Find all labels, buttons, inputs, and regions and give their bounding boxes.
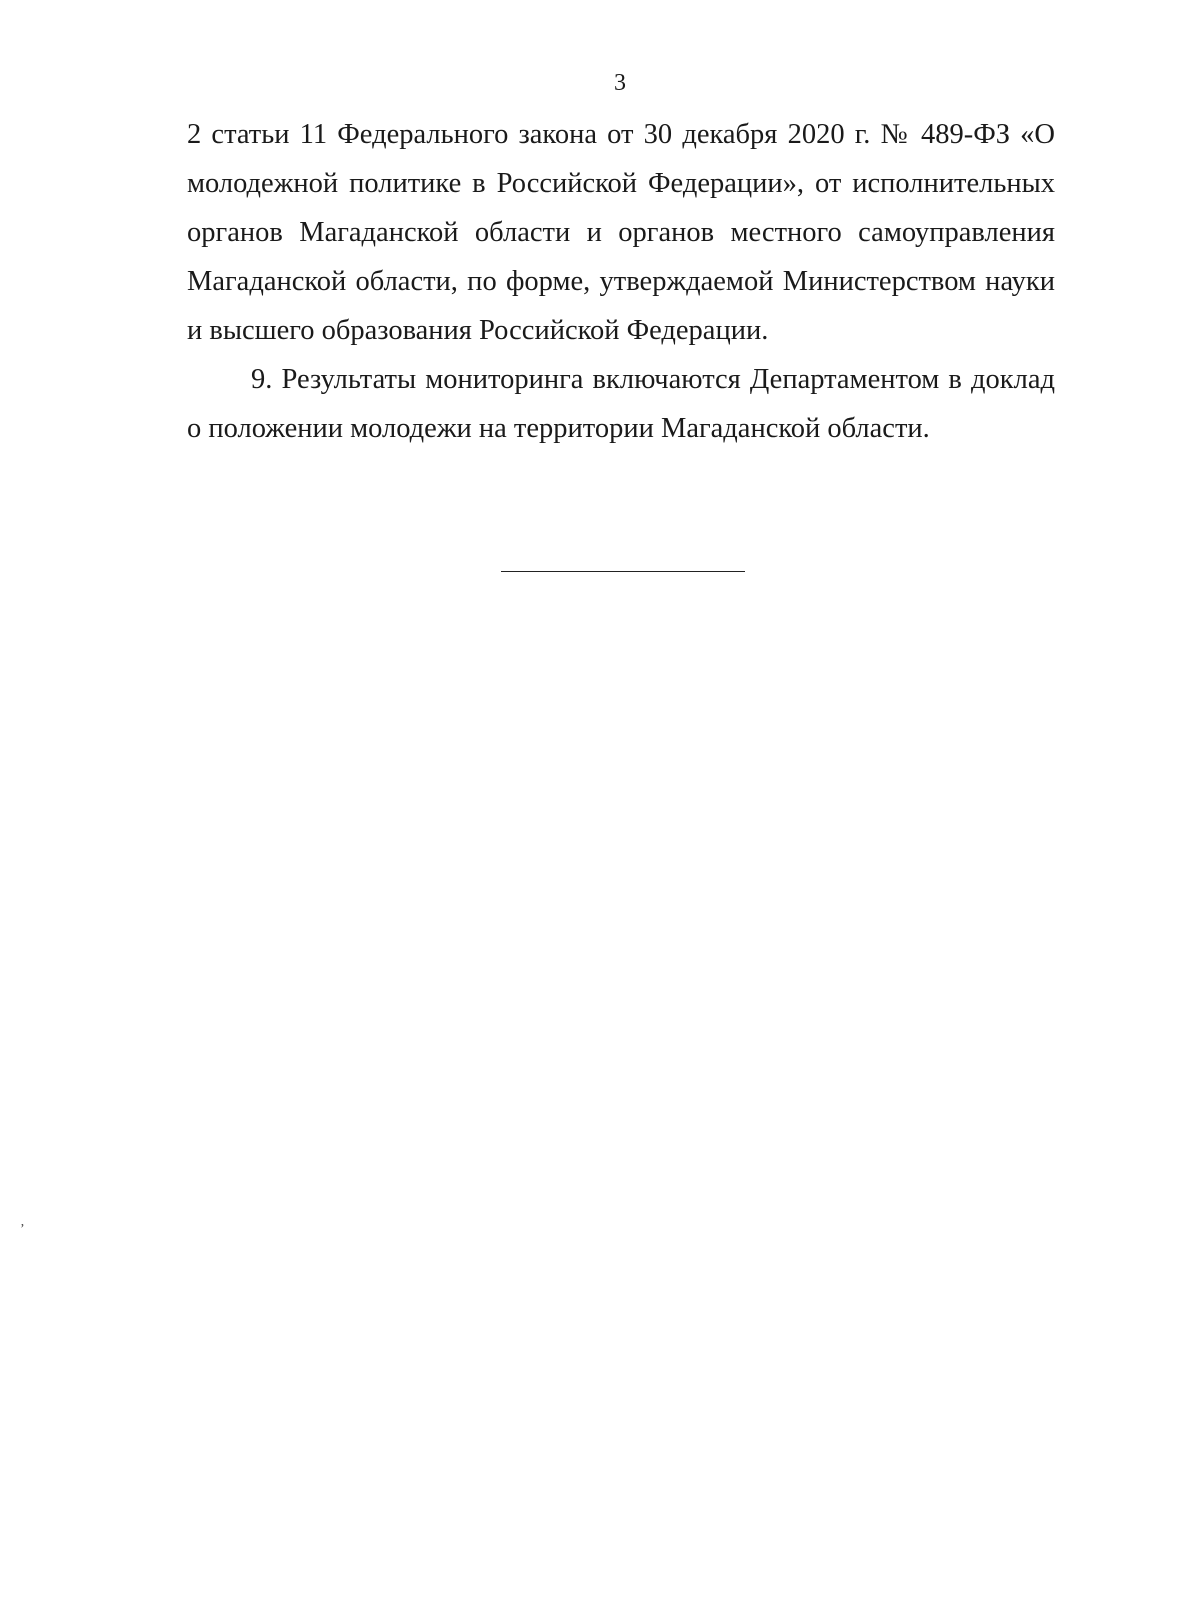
- scan-speck: ʼ: [20, 1222, 25, 1237]
- paragraph-item-9: 9. Результаты мониторинга включаются Департаментом в доклад о положении молодежи на территории Магаданской области.: [187, 364, 1055, 444]
- document-body: [187, 110, 1055, 453]
- page-number: 3: [614, 70, 626, 96]
- paragraph-continuation: 2 статьи 11 Федерального закона от 30 декабря 2020 г. № 489-ФЗ «О молодежной политике в Российской Федерации», от исполнительных органов Магаданской области и органов местного самоуправления Магаданской области, по форме, утверждаемой Министерством науки и высшего образования Российской Федерации.: [187, 119, 1055, 346]
- end-separator-line: [501, 571, 745, 572]
